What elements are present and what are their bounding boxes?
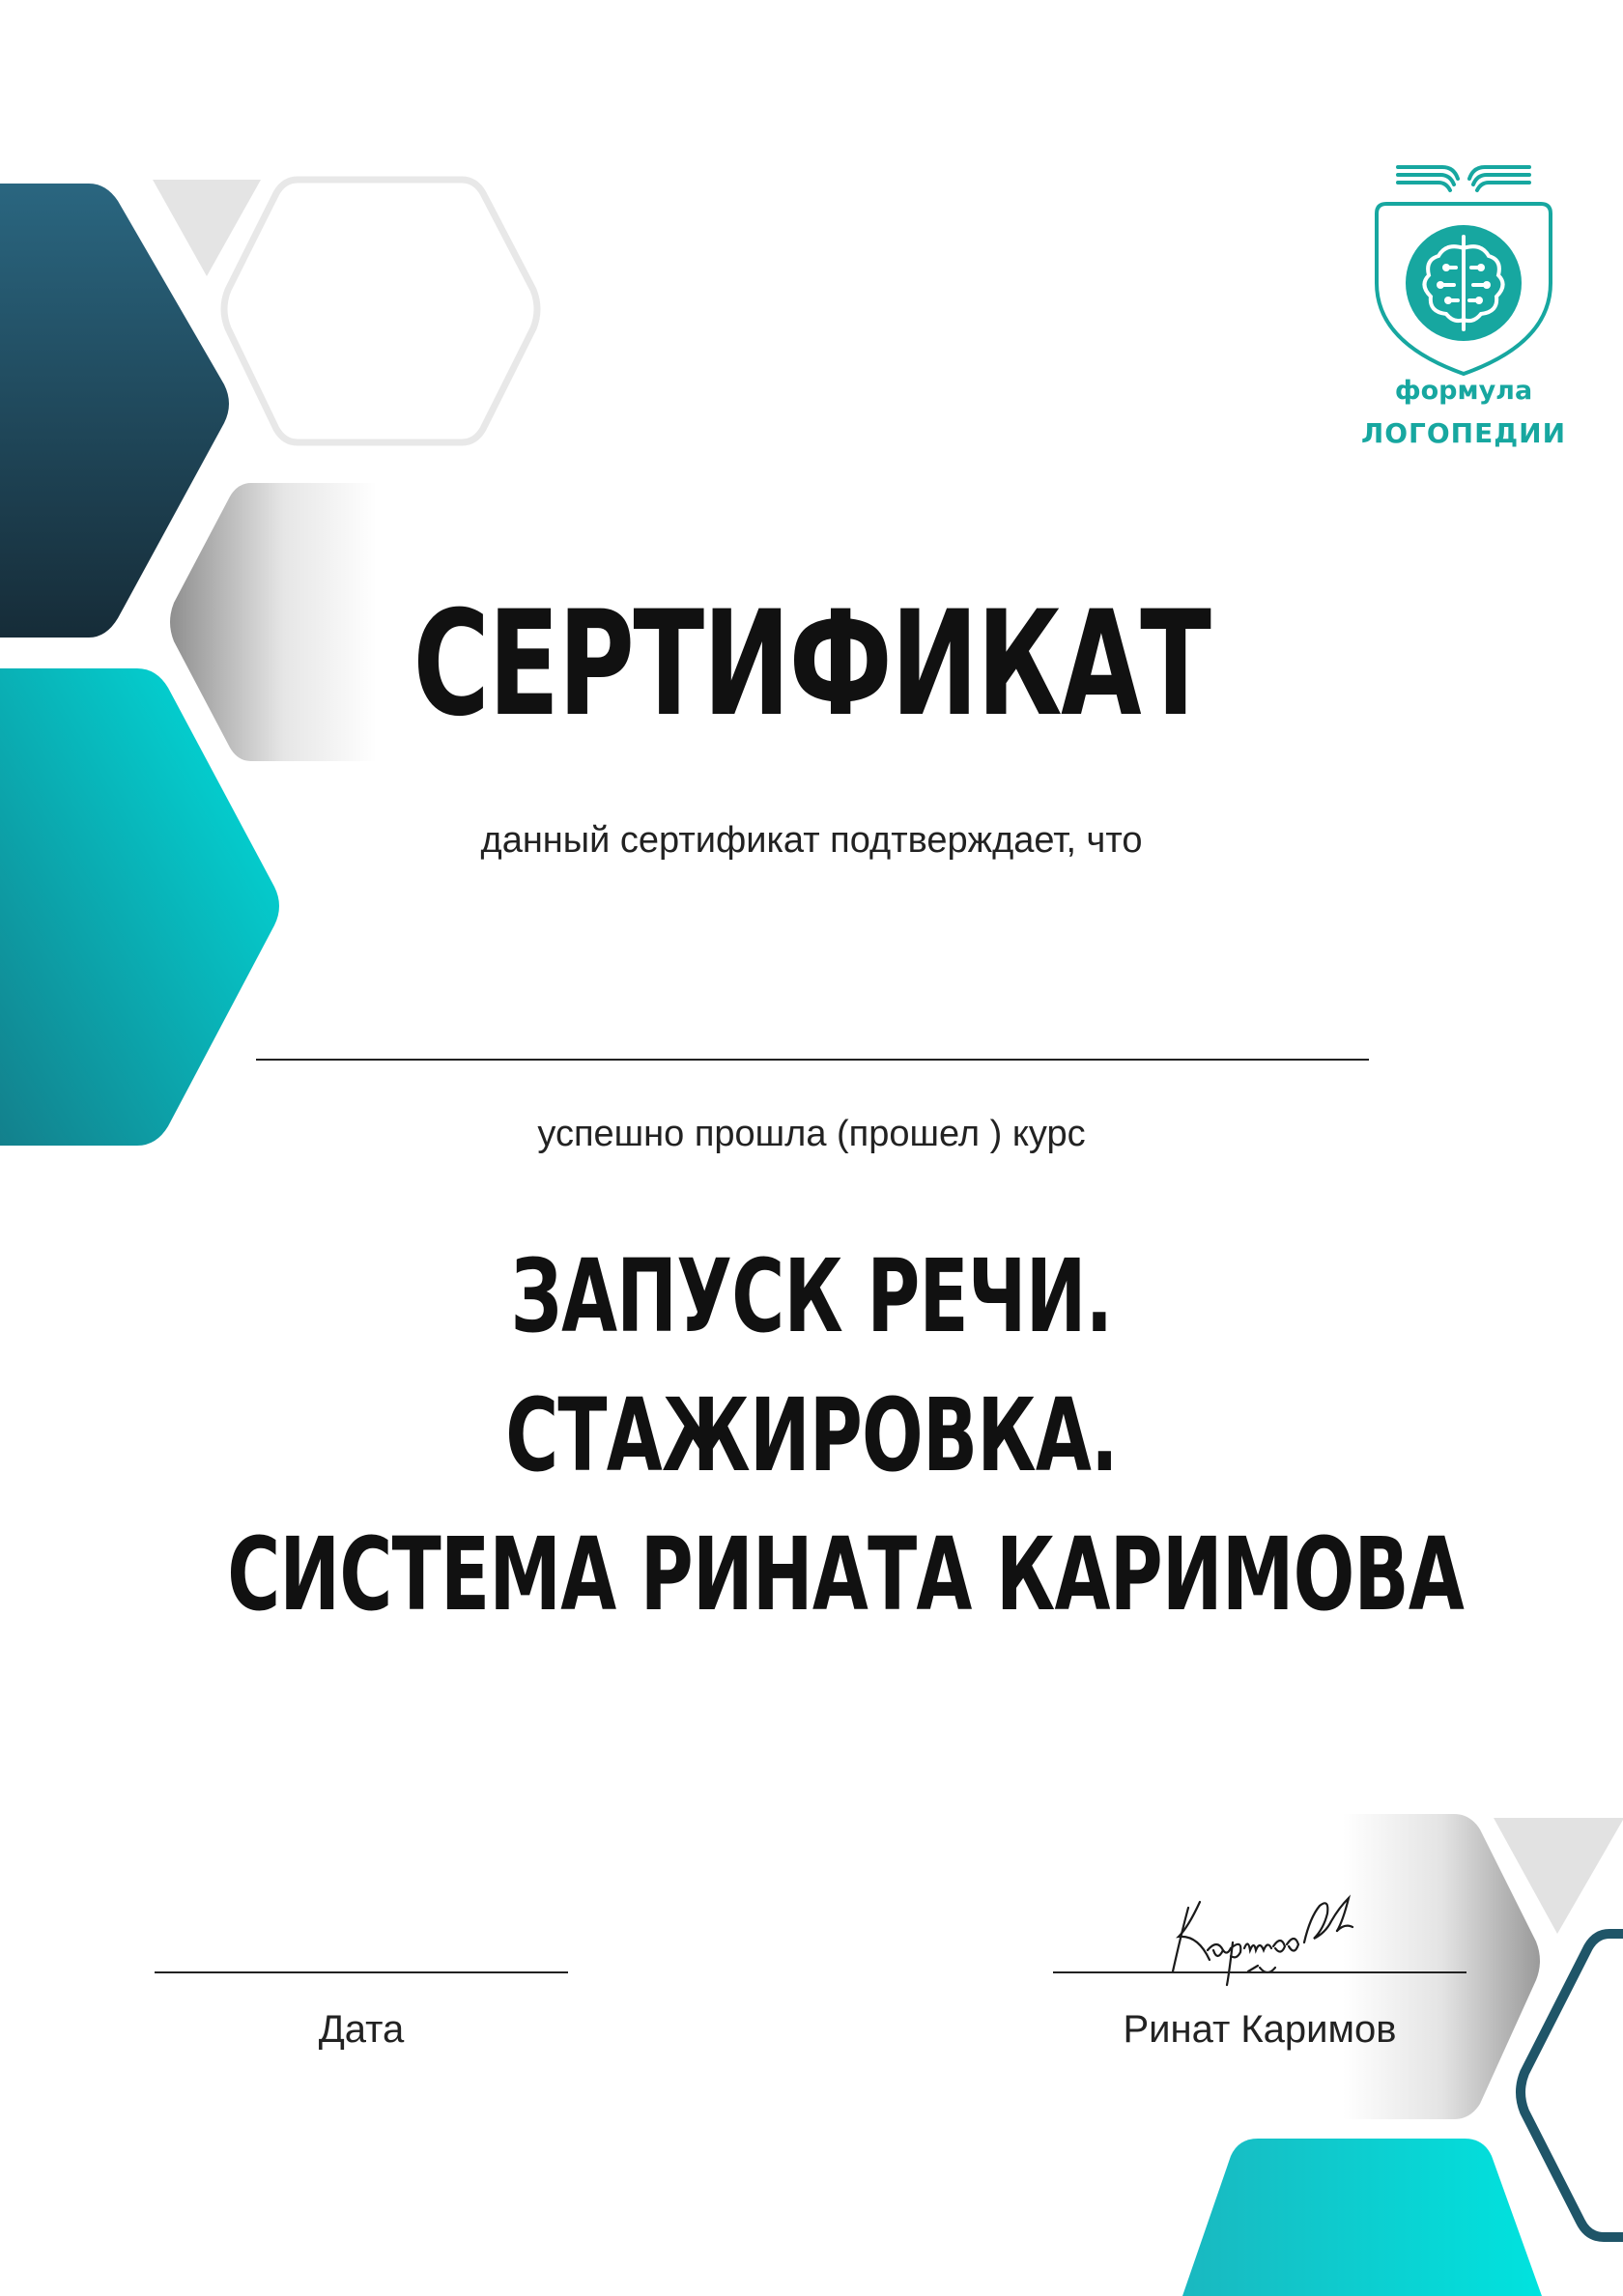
handwritten-signature (1159, 1879, 1381, 1995)
course-title-line: ЗАПУСК РЕЧИ. (510, 1237, 1113, 1355)
logo-text-line1: формула (1394, 376, 1533, 406)
recipient-name-line (256, 1059, 1369, 1061)
course-intro-text: успешно прошла (прошел ) курс (537, 1114, 1086, 1154)
hexagon-bright-teal-bottom (1182, 2139, 1542, 2296)
logo-text-line2: ЛОГОПЕДИИ (1360, 417, 1567, 449)
hexagon-outline (224, 180, 537, 442)
brain-logo-icon (1357, 159, 1570, 459)
signature-line (1053, 1971, 1466, 1973)
signer-name: Ринат Каримов (1123, 2008, 1397, 2051)
course-title-line: СТАЖИРОВКА. (505, 1376, 1118, 1494)
date-line (155, 1971, 568, 1973)
course-title-line: СИСТЕМА РИНАТА КАРИМОВА (227, 1516, 1465, 1633)
course-title (227, 1227, 1465, 1644)
certificate-title: СЕРТИФИКАТ (413, 581, 1210, 749)
date-label: Дата (318, 2008, 405, 2051)
certificate-subtitle: данный сертификат подтверждает, что (480, 820, 1143, 861)
